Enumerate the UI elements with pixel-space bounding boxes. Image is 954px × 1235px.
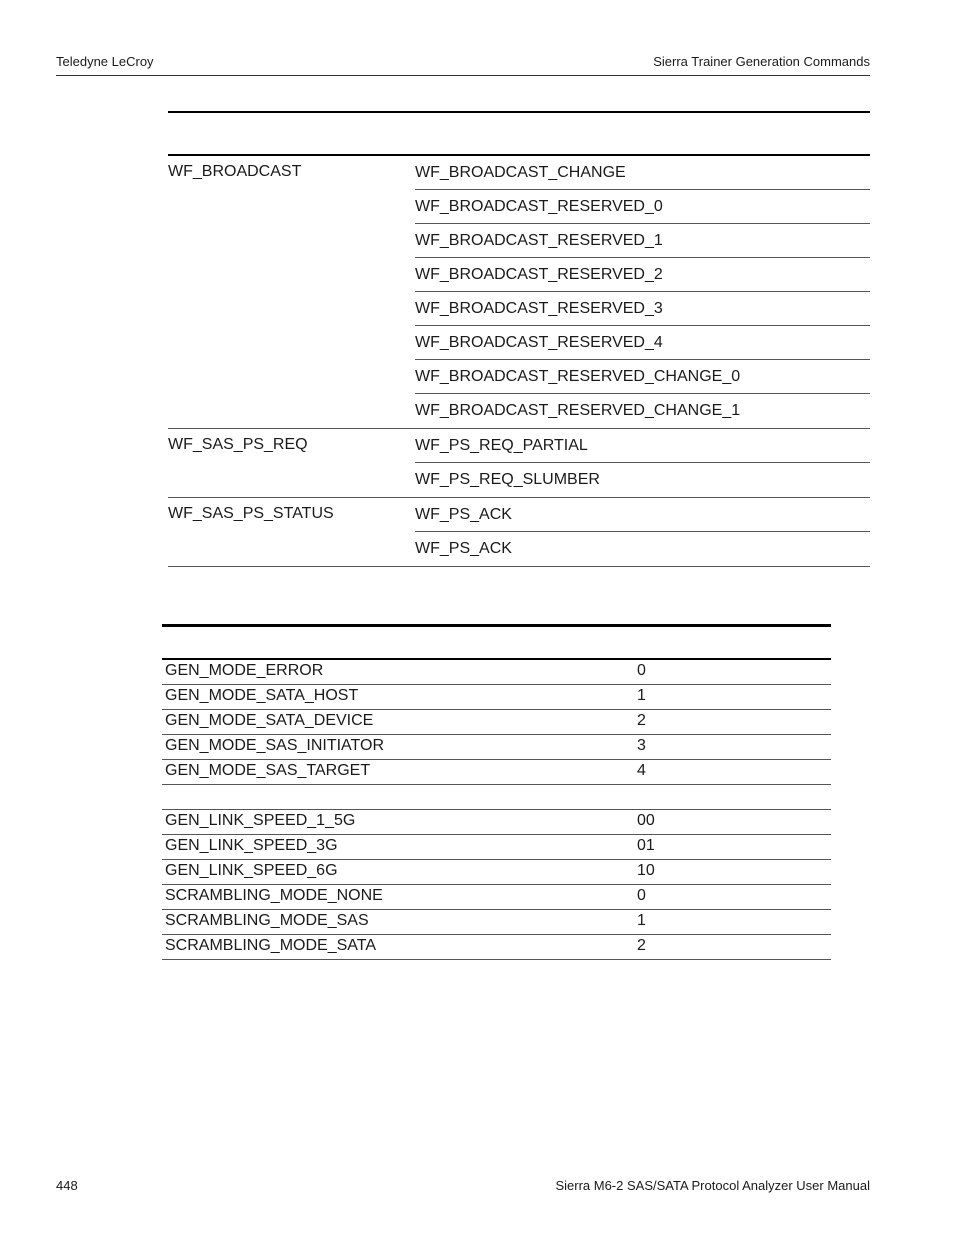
table-cell: 0	[637, 662, 646, 679]
table-cell: WF_BROADCAST_RESERVED_2	[415, 258, 870, 292]
table-row	[162, 735, 831, 760]
table1-top-rule	[168, 111, 870, 113]
table-cell: WF_BROADCAST_RESERVED_CHANGE_0	[415, 360, 870, 394]
running-header-right: Sierra Trainer Generation Commands	[653, 54, 870, 69]
table-cell: GEN_MODE_ERROR	[165, 662, 324, 679]
table-row-group	[168, 156, 870, 429]
table-cell: 4	[637, 762, 646, 779]
table2-top-rule	[162, 624, 831, 627]
table-row	[162, 935, 831, 960]
table-cell: GEN_LINK_SPEED_3G	[165, 837, 338, 854]
running-header-left: Teledyne LeCroy	[56, 54, 154, 69]
table-cell: 0	[637, 887, 646, 904]
table-row	[162, 885, 831, 910]
group-name: WF_BROADCAST	[168, 163, 302, 180]
table-cell: WF_BROADCAST_RESERVED_3	[415, 292, 870, 326]
table-cell: WF_BROADCAST_RESERVED_4	[415, 326, 870, 360]
table-cell: WF_BROADCAST_RESERVED_1	[415, 224, 870, 258]
wf-broadcast-table	[168, 154, 870, 567]
table-cell: GEN_LINK_SPEED_6G	[165, 862, 338, 879]
table-cell: 2	[637, 712, 646, 729]
table-cell: GEN_LINK_SPEED_1_5G	[165, 812, 356, 829]
table-row	[162, 860, 831, 885]
table-cell: SCRAMBLING_MODE_NONE	[165, 887, 383, 904]
table-cell: GEN_MODE_SATA_DEVICE	[165, 712, 374, 729]
table-row	[162, 710, 831, 735]
table-cell: WF_BROADCAST_RESERVED_0	[415, 190, 870, 224]
group-name: WF_SAS_PS_REQ	[168, 436, 308, 453]
table-cell: 1	[637, 912, 646, 929]
table-row	[162, 685, 831, 710]
table-cell: GEN_MODE_SAS_TARGET	[165, 762, 371, 779]
footer-title: Sierra M6-2 SAS/SATA Protocol Analyzer User Manual	[555, 1178, 870, 1193]
table-cell: 10	[637, 862, 655, 879]
table-row	[162, 760, 831, 785]
table-cell: GEN_MODE_SATA_HOST	[165, 687, 359, 704]
table-cell: 01	[637, 837, 655, 854]
table-cell: GEN_MODE_SAS_INITIATOR	[165, 737, 385, 754]
table-cell: WF_BROADCAST_RESERVED_CHANGE_1	[415, 402, 741, 419]
table-cell: SCRAMBLING_MODE_SATA	[165, 937, 377, 954]
table-cell: 00	[637, 812, 655, 829]
table-row-group	[168, 429, 870, 498]
table-cell: WF_BROADCAST_CHANGE	[415, 156, 870, 190]
table-cell: WF_PS_ACK	[415, 498, 870, 532]
gen-mode-table	[162, 658, 831, 960]
table-spacer-row	[162, 785, 831, 810]
table-cell: 2	[637, 937, 646, 954]
table-cell: 3	[637, 737, 646, 754]
table-cell: WF_PS_REQ_SLUMBER	[415, 471, 600, 488]
header-rule	[56, 75, 870, 76]
table-cell: WF_PS_REQ_PARTIAL	[415, 429, 870, 463]
table-row	[162, 835, 831, 860]
table-cell: SCRAMBLING_MODE_SAS	[165, 912, 369, 929]
table-row	[162, 910, 831, 935]
table-row	[162, 810, 831, 835]
group-name: WF_SAS_PS_STATUS	[168, 505, 334, 522]
table-cell: WF_PS_ACK	[415, 540, 512, 557]
table-row-group	[168, 498, 870, 567]
table-cell: 1	[637, 687, 646, 704]
table-row	[162, 660, 831, 685]
page-number: 448	[56, 1178, 78, 1193]
